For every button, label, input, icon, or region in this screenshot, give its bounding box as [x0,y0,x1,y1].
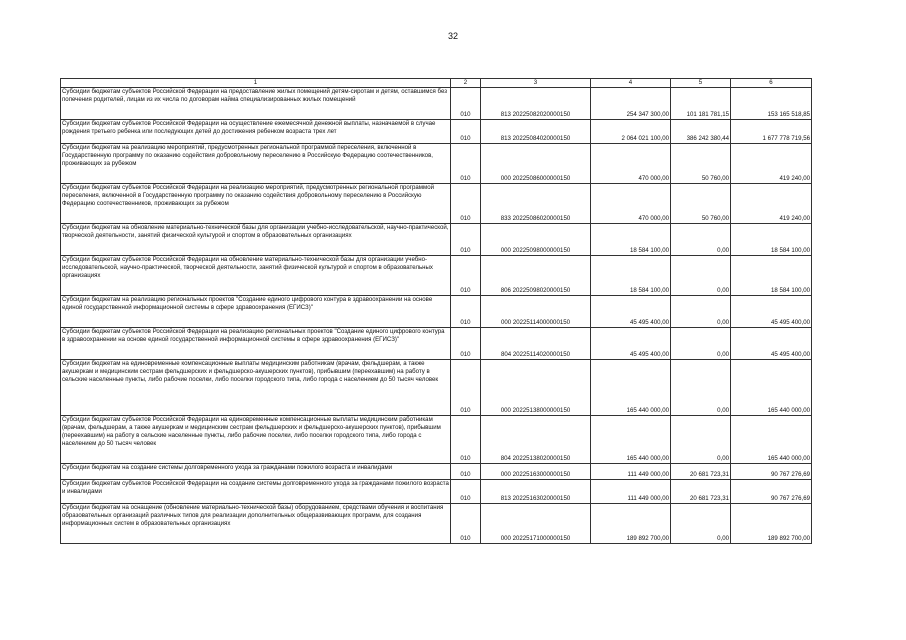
row-executed-cell: 0,00 [671,224,731,256]
table-row [61,120,812,144]
row-code-cell: 010 [451,504,481,544]
row-code-cell: 010 [451,120,481,144]
row-code-cell: 010 [451,360,481,416]
column-header: 6 [731,79,812,88]
row-kbk-cell: 000 20225163000000150 [481,464,591,480]
row-approved-cell: 45 495 400,00 [591,328,671,360]
row-remaining-cell: 165 440 000,00 [731,360,812,416]
row-executed-cell: 0,00 [671,416,731,464]
row-kbk-cell: 813 20225084020000150 [481,120,591,144]
row-remaining-cell: 153 165 518,85 [731,88,812,120]
row-executed-cell: 50 760,00 [671,184,731,224]
row-approved-cell: 45 495 400,00 [591,296,671,328]
row-kbk-cell: 833 20225086020000150 [481,184,591,224]
row-name-cell: Субсидии бюджетам субъектов Российской Федерации на реализацию региональных проектов "Создание единого цифрового контура в здравоохранении на основе единой государственной информационной системы в сфере здравоохранения (ЕГИСЗ)" [61,328,451,360]
row-executed-cell: 0,00 [671,328,731,360]
row-name-cell: Субсидии бюджетам субъектов Российской Федерации на осуществление ежемесячной денежной выплаты, назначаемой в случае рождения третьего ребенка или последующих детей до достижения ребенком возраста трех лет [61,120,451,144]
row-executed-cell: 0,00 [671,296,731,328]
row-kbk-cell: 000 20225114000000150 [481,296,591,328]
row-kbk-cell: 813 20225163020000150 [481,480,591,504]
column-header: 1 [61,79,451,88]
row-name-cell: Субсидии бюджетам на оснащение (обновление материально-технической базы) оборудованием, средствами обучения и воспитания образовательных организаций различных типов для реализации дополнительных общеразвивающих программ, для создания информационных систем в образовательных организациях [61,504,451,544]
row-remaining-cell: 18 584 100,00 [731,256,812,296]
row-name-cell: Субсидии бюджетам субъектов Российской Федерации на предоставление жилых помещений детям-сиротам и детям, оставшимся без попечения родителей, лицам из их числа по договорам найма специализированных жилых помещений [61,88,451,120]
row-remaining-cell: 1 677 778 719,56 [731,120,812,144]
row-kbk-cell: 000 20225086000000150 [481,144,591,184]
table-row [61,504,812,544]
row-approved-cell: 165 440 000,00 [591,360,671,416]
table-row [61,328,812,360]
row-kbk-cell: 806 20225098020000150 [481,256,591,296]
column-header: 3 [481,79,591,88]
table-row [61,296,812,328]
row-remaining-cell: 189 892 700,00 [731,504,812,544]
row-executed-cell: 0,00 [671,504,731,544]
row-kbk-cell: 000 20225098000000150 [481,224,591,256]
row-name-cell: Субсидии бюджетам субъектов Российской Федерации на обновление материально-технической базы для организации учебно-исследовательской, научно-практической, творческой деятельности, занятий физической культурой и спортом в образовательных организациях [61,256,451,296]
column-header: 2 [451,79,481,88]
row-code-cell: 010 [451,256,481,296]
row-approved-cell: 111 449 000,00 [591,464,671,480]
column-header: 5 [671,79,731,88]
row-remaining-cell: 18 584 100,00 [731,224,812,256]
table-row [61,480,812,504]
row-approved-cell: 189 892 700,00 [591,504,671,544]
row-approved-cell: 2 064 021 100,00 [591,120,671,144]
row-kbk-cell: 000 20225138000000150 [481,360,591,416]
row-remaining-cell: 90 767 276,69 [731,464,812,480]
row-code-cell: 010 [451,480,481,504]
row-approved-cell: 111 449 000,00 [591,480,671,504]
row-executed-cell: 20 681 723,31 [671,480,731,504]
row-name-cell: Субсидии бюджетам субъектов Российской Федерации на реализацию мероприятий, предусмотренных региональной программой переселения, включенной в Государственную программу по оказанию содействия добровольному переселению в Российскую Федерацию соотечественников, проживающих за рубежом [61,184,451,224]
row-executed-cell: 0,00 [671,256,731,296]
row-code-cell: 010 [451,184,481,224]
row-name-cell: Субсидии бюджетам субъектов Российской Федерации на создание системы долговременного ухода за гражданами пожилого возраста и инвалидами [61,480,451,504]
row-kbk-cell: 813 20225082020000150 [481,88,591,120]
table-row [61,88,812,120]
row-remaining-cell: 90 767 276,69 [731,480,812,504]
row-executed-cell: 50 760,00 [671,144,731,184]
row-executed-cell: 0,00 [671,360,731,416]
row-approved-cell: 165 440 000,00 [591,416,671,464]
row-remaining-cell: 45 495 400,00 [731,296,812,328]
row-name-cell: Субсидии бюджетам на реализацию мероприятий, предусмотренных региональной программой переселения, включенной в Государственную программу по оказанию содействия добровольному переселению в Российскую Федерацию соотечественников, проживающих за рубежом [61,144,451,184]
row-code-cell: 010 [451,224,481,256]
row-kbk-cell: 804 20225138020000150 [481,416,591,464]
table-row [61,360,812,416]
row-code-cell: 010 [451,296,481,328]
row-name-cell: Субсидии бюджетам субъектов Российской Федерации на единовременные компенсационные выплаты медицинским работникам (врачам, фельдшерам, а также акушеркам и медицинским сестрам фельдшерских и фельдшерско-акушерских пунктов), прибывшим (переехавшим) на работу в сельские населенные пункты, либо рабочие поселки, либо поселки городского типа, либо города с населением до 50 тысяч человек [61,416,451,464]
row-approved-cell: 18 584 100,00 [591,224,671,256]
row-approved-cell: 470 000,00 [591,184,671,224]
row-approved-cell: 470 000,00 [591,144,671,184]
budget-table [60,78,812,544]
page-number: 32 [447,31,458,41]
row-kbk-cell: 804 20225114020000150 [481,328,591,360]
row-code-cell: 010 [451,464,481,480]
row-kbk-cell: 000 20225171000000150 [481,504,591,544]
row-code-cell: 010 [451,416,481,464]
row-remaining-cell: 419 240,00 [731,144,812,184]
table-row [61,256,812,296]
row-remaining-cell: 165 440 000,00 [731,416,812,464]
row-remaining-cell: 45 495 400,00 [731,328,812,360]
row-executed-cell: 386 242 380,44 [671,120,731,144]
table-row [61,144,812,184]
table-row [61,184,812,224]
row-executed-cell: 20 681 723,31 [671,464,731,480]
row-executed-cell: 101 181 781,15 [671,88,731,120]
column-header: 4 [591,79,671,88]
row-code-cell: 010 [451,88,481,120]
row-code-cell: 010 [451,144,481,184]
table-row [61,224,812,256]
row-remaining-cell: 419 240,00 [731,184,812,224]
row-name-cell: Субсидии бюджетам на единовременные компенсационные выплаты медицинским работникам (врачам, фельдшерам, а также акушеркам и медицинским сестрам фельдшерских и фельдшерско-акушерских пунктов), прибывшим (переехавшим) на работу в сельские населенные пункты, либо рабочие поселки, либо поселки городского типа, либо города с населением до 50 тысяч человек [61,360,451,416]
row-approved-cell: 18 584 100,00 [591,256,671,296]
table-row [61,416,812,464]
row-approved-cell: 254 347 300,00 [591,88,671,120]
row-name-cell: Субсидии бюджетам на создание системы долговременного ухода за гражданами пожилого возраста и инвалидами [61,464,451,480]
row-name-cell: Субсидии бюджетам на реализацию региональных проектов "Создание единого цифрового контура в здравоохранении на основе единой государственной информационной системы в сфере здравоохранения (ЕГИСЗ)" [61,296,451,328]
table-header-row [61,79,812,88]
row-name-cell: Субсидии бюджетам на обновление материально-технической базы для организации учебно-исследовательской, научно-практической, творческой деятельности, занятий физической культурой и спортом в образовательных организациях [61,224,451,256]
row-code-cell: 010 [451,328,481,360]
table-row [61,464,812,480]
